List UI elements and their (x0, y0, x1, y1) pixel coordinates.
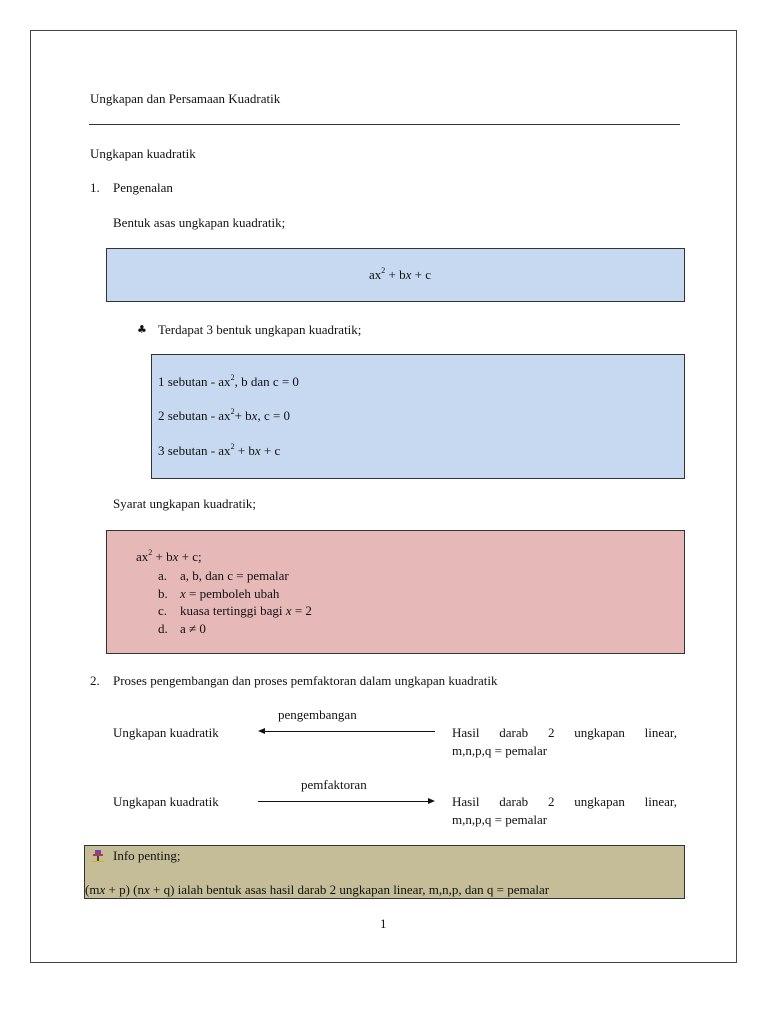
info-box (84, 845, 685, 899)
condition-c-letter: c. (158, 603, 168, 618)
condition-a-letter: a. (158, 568, 168, 583)
expansion-arrow-label: pengembangan (278, 707, 357, 722)
condition-d-letter: d. (158, 621, 168, 636)
info-title: Info penting; (113, 848, 181, 863)
general-form-expression: $ax^2$ + bx + c (369, 266, 432, 282)
club-bullet-icon: ♣ (137, 323, 147, 336)
form-one-term: 1 sebutan - $ax^2$, b dan c = 0 (158, 373, 299, 389)
form-two-terms: 2 sebutan - $ax^2+$ bx, c = 0 (158, 407, 291, 423)
item-1-label: Pengenalan (113, 180, 173, 195)
section-title: Ungkapan kuadratik (90, 146, 196, 161)
condition-expression: $ax^2$ + bx + c; (136, 548, 202, 564)
condition-c-text: kuasa tertinggi bagi x = 2 (180, 603, 312, 618)
condition-b-text: x = pemboleh ubah (180, 586, 280, 601)
condition-b-letter: b. (158, 586, 168, 601)
form-three-terms: 3 sebutan - $ax^2$ + bx + c (158, 442, 281, 458)
bullet-text: Terdapat 3 bentuk ungkapan kuadratik; (158, 322, 362, 337)
item-2-number: 2. (90, 673, 100, 688)
info-text: (mx + p) (nx + q) ialah bentuk asas hasil darab 2 ungkapan linear, m,n,p, dan q = pemalar (85, 882, 550, 897)
expansion-arrow-line (264, 731, 435, 732)
factorisation-arrow-label: pemfaktoran (301, 777, 367, 792)
expansion-right-line1: Hasil darab 2 ungkapan linear, (452, 725, 677, 740)
arrow-left-icon (258, 728, 265, 734)
general-form-box (106, 248, 685, 302)
factorisation-left-text: Ungkapan kuadratik (113, 794, 219, 809)
intro-text: Bentuk asas ungkapan kuadratik; (113, 215, 286, 230)
item-2-label: Proses pengembangan dan proses pemfaktoran dalam ungkapan kuadratik (113, 673, 498, 688)
forms-box (151, 354, 685, 479)
factorisation-right-line2: m,n,p,q = pemalar (452, 812, 548, 827)
condition-d-text: a ≠ 0 (180, 621, 206, 636)
page-number: 1 (380, 916, 387, 931)
push-pin-icon (91, 849, 105, 863)
expansion-right-line2: m,n,p,q = pemalar (452, 743, 548, 758)
condition-a-text: a, b, dan c = pemalar (180, 568, 289, 583)
item-1-number: 1. (90, 180, 100, 195)
arrow-right-icon (428, 798, 435, 804)
factorisation-right-line1: Hasil darab 2 ungkapan linear, (452, 794, 677, 809)
title-underline (89, 124, 680, 125)
document-title: Ungkapan dan Persamaan Kuadratik (90, 91, 281, 106)
expansion-left-text: Ungkapan kuadratik (113, 725, 219, 740)
conditions-box (106, 530, 685, 654)
condition-title: Syarat ungkapan kuadratik; (113, 496, 256, 511)
factorisation-arrow-line (258, 801, 428, 802)
